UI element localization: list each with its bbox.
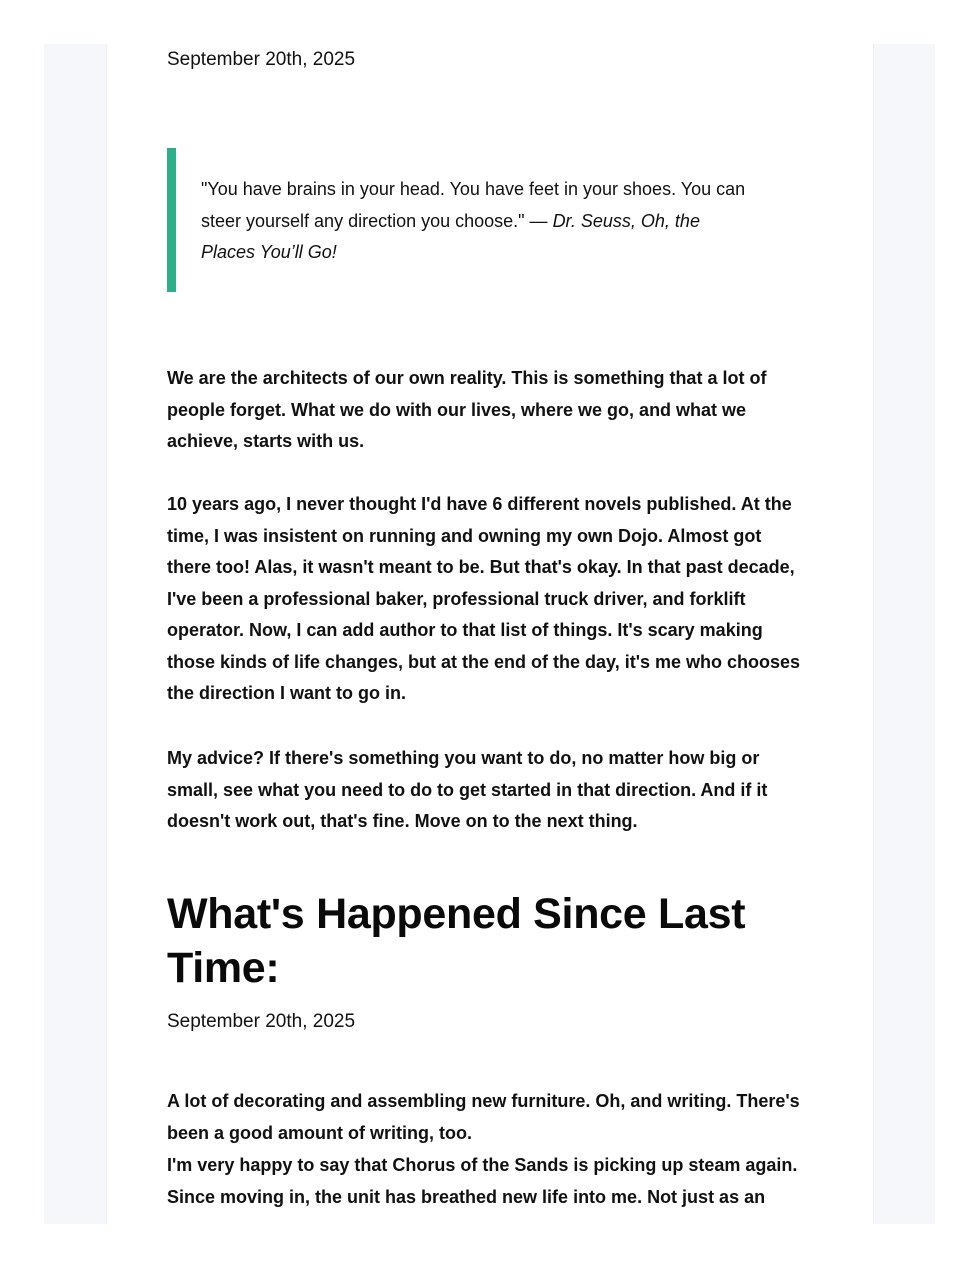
post-date: September 20th, 2025 bbox=[167, 49, 356, 70]
section-heading: What's Happened Since Last Time: bbox=[167, 890, 746, 992]
page-frame bbox=[44, 44, 935, 1224]
section-paragraph-1: A lot of decorating and assembling new furniture. Oh, and writing. There's been a good amount of writing, too. bbox=[167, 1091, 800, 1143]
quote-attribution: Dr. Seuss, Oh, the Places You’ll Go! bbox=[201, 210, 700, 262]
quote-block bbox=[167, 148, 767, 292]
paragraph-3: My advice? If there's something you want to do, no matter how big or small, see what you need to do to get started in that direction. And if it doesn't work out, that's fine. Move on to the next thing. bbox=[167, 748, 768, 831]
article-content bbox=[106, 44, 874, 1224]
paragraph-2: 10 years ago, I never thought I'd have 6 different novels published. At the time, I was insistent on running and owning my own Dojo. Almost got there too! Alas, it wasn't meant to be. But that's okay. In that past decade, I've been a professional baker, professional truck driver, and forklift operator. Now, I can add author to that list of things. It's scary making those kinds of life changes, but at the end of the day, it's me who chooses the direction I want to go in. bbox=[167, 494, 801, 703]
quote-text: "You have brains in your head. You have feet in your shoes. You can steer yourself any direction you choose." — bbox=[201, 179, 746, 231]
paragraph-1: We are the architects of our own reality. This is something that a lot of people forget. What we do with our lives, where we go, and what we achieve, starts with us. bbox=[167, 368, 767, 451]
section-date: September 20th, 2025 bbox=[167, 1011, 356, 1032]
section-paragraph-2: I'm very happy to say that Chorus of the Sands is picking up steam again. Since moving in, the unit has breathed new life into me. Not just as an bbox=[167, 1155, 798, 1207]
